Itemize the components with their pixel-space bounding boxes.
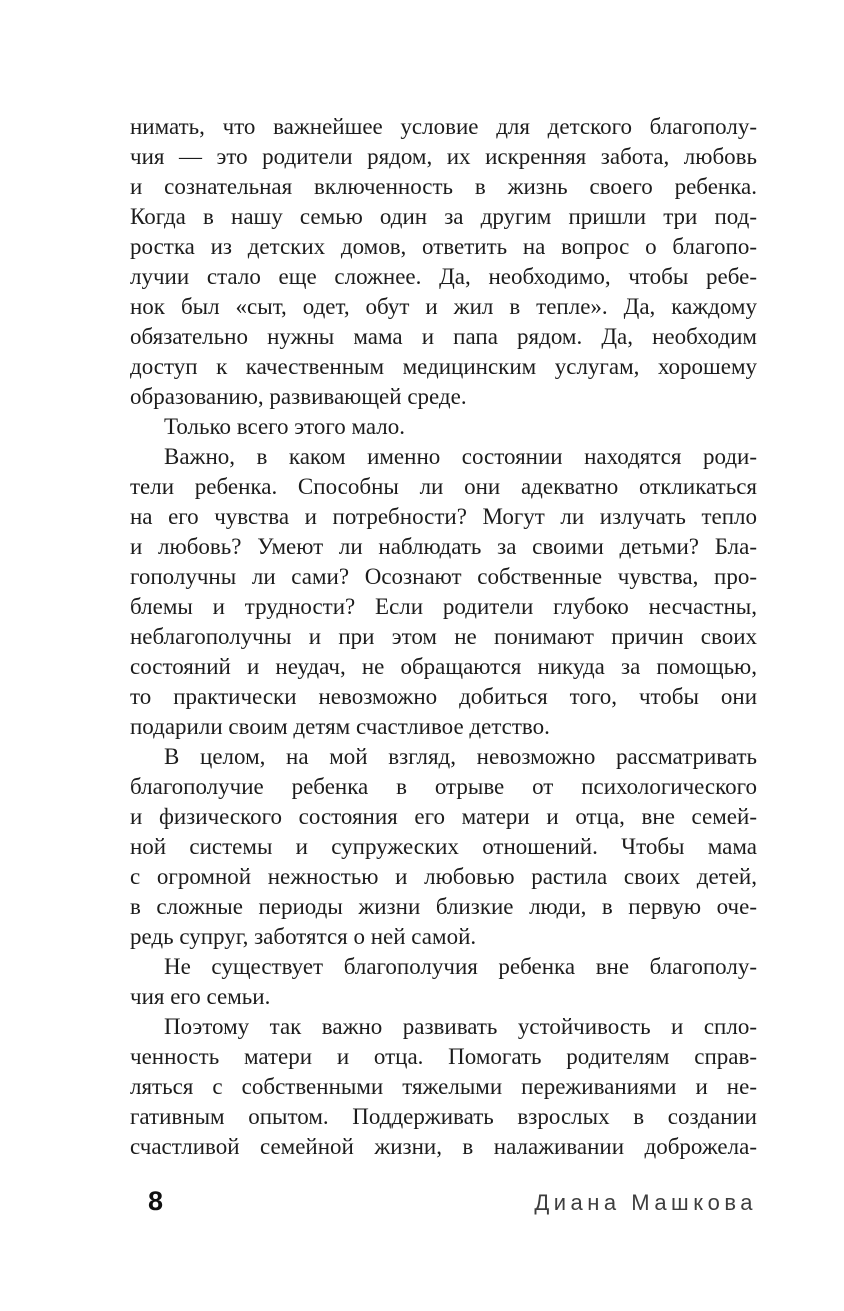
text-line: гополучны ли сами? Осознают собственные чувства, про- (130, 564, 757, 589)
text-line: состояний и неудач, не обращаются никуда за помощью, (130, 654, 757, 679)
text-line: редь супруг, заботятся о ней самой. (130, 924, 477, 949)
text-line: ченность матери и отца. Помогать родителям справ- (130, 1044, 757, 1069)
text-line: счастливой семейной жизни, в налаживании доброжела- (130, 1134, 757, 1159)
text-line: неблагополучны и при этом не понимают причин своих (130, 624, 757, 649)
text-line: обязательно нужны мама и папа рядом. Да, необходим (130, 324, 757, 349)
text-line: чия его семьи. (130, 984, 271, 1009)
text-line: Не существует благополучия ребенка вне благополу- (164, 954, 757, 979)
text-line: нимать, что важнейшее условие для детского благополу- (130, 114, 757, 139)
text-line: и сознательная включенность в жизнь своего ребенка. (130, 174, 757, 199)
page-text (130, 112, 757, 1162)
text-line: Поэтому так важно развивать устойчивость и спло- (164, 1014, 757, 1039)
text-line: гативным опытом. Поддерживать взрослых в создании (130, 1104, 757, 1129)
text-line: ной системы и супружеских отношений. Чтобы мама (130, 834, 757, 859)
text-line: чия — это родители рядом, их искренняя забота, любовь (130, 144, 757, 169)
text-line: благополучие ребенка в отрыве от психологического (130, 774, 757, 799)
text-line: то практически невозможно добиться того, чтобы они (130, 684, 757, 709)
text-line: Когда в нашу семью один за другим пришли три под- (130, 204, 757, 229)
text-line: ростка из детских домов, ответить на вопрос о благопо- (130, 234, 757, 259)
text-line: доступ к качественным медицинским услугам, хорошему (130, 354, 757, 379)
text-line: и физического состояния его матери и отца, вне семей- (130, 804, 757, 829)
page-footer (130, 1186, 757, 1222)
text-line: тели ребенка. Способны ли они адекватно откликаться (130, 474, 757, 499)
text-line: Только всего этого мало. (164, 414, 406, 439)
text-line: подарили своим детям счастливое детство. (130, 714, 550, 739)
text-line: с огромной нежностью и любовью растила своих детей, (130, 864, 757, 889)
text-line: в сложные периоды жизни близкие люди, в первую оче- (130, 894, 757, 919)
running-author: Диана Машкова (534, 1190, 757, 1215)
text-line: ляться с собственными тяжелыми переживаниями и не- (130, 1074, 757, 1099)
page-number: 8 (148, 1186, 164, 1216)
text-line: блемы и трудности? Если родители глубоко несчастны, (130, 594, 757, 619)
text-line: лучии стало еще сложнее. Да, необходимо, чтобы ребе- (130, 264, 757, 289)
text-line: В целом, на мой взгляд, невозможно рассматривать (164, 744, 757, 769)
text-line: на его чувства и потребности? Могут ли излучать тепло (130, 504, 757, 529)
text-line: Важно, в каком именно состоянии находятся роди- (164, 444, 757, 469)
text-line: нок был «сыт, одет, обут и жил в тепле». Да, каждому (130, 294, 757, 319)
text-line: образованию, развивающей среде. (130, 384, 467, 409)
text-line: и любовь? Умеют ли наблюдать за своими детьми? Бла- (130, 534, 757, 559)
